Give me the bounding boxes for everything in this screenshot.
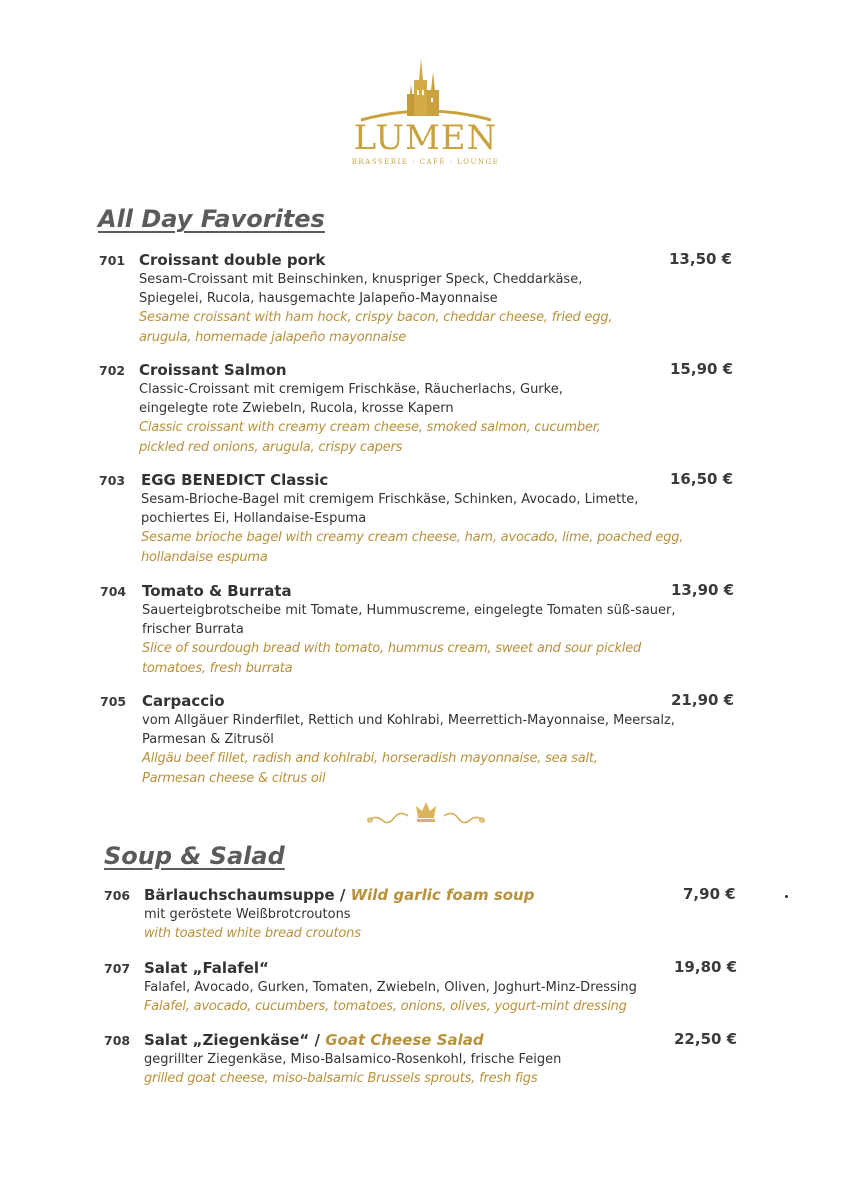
item-price: 13,90 € — [671, 581, 735, 599]
item-number: 703 — [99, 473, 126, 488]
item-number: 706 — [104, 888, 131, 903]
item-description-en: Classic croissant with creamy cream cheese, smoked salmon, cucumber, — [139, 420, 601, 435]
item-name: Tomato & Burrata — [142, 582, 292, 600]
item-price: 22,50 € — [674, 1030, 738, 1048]
item-price: 16,50 € — [670, 470, 734, 488]
item-description-en: Allgäu beef fillet, radish and kohlrabi, horseradish mayonnaise, sea salt, — [142, 751, 598, 766]
item-description-de: Sesam-Croissant mit Beinschinken, knuspriger Speck, Cheddarkäse, — [139, 272, 583, 287]
item-price: 15,90 € — [670, 360, 734, 378]
item-description-en: Sesame brioche bagel with creamy cream cheese, ham, avocado, lime, poached egg, — [141, 530, 684, 545]
item-name-en: Goat Cheese Salad — [325, 1031, 484, 1049]
item-name — [144, 958, 744, 978]
section-title-soup-salad: Soup & Salad — [104, 842, 285, 870]
brand-name: LUMEN — [353, 118, 498, 158]
item-name-de: Salat „Ziegenkäse“ / — [144, 1031, 326, 1049]
item-description-de: vom Allgäuer Rinderfilet, Rettich und Kohlrabi, Meerrettich-Mayonnaise, Meersalz, — [142, 713, 675, 728]
scan-dot — [785, 895, 788, 898]
item-description-de: Classic-Croissant mit cremigem Frischkäse, Räucherlachs, Gurke, — [139, 382, 563, 397]
item-number: 701 — [99, 253, 126, 268]
item-name: Croissant double pork — [139, 251, 326, 269]
item-number: 707 — [104, 961, 131, 976]
item-description-en: hollandaise espuma — [141, 550, 268, 565]
item-number: 704 — [100, 584, 127, 599]
item-description-de: Spiegelei, Rucola, hausgemachte Jalapeño-Mayonnaise — [139, 291, 498, 306]
item-price: 19,80 € — [674, 958, 738, 976]
crown-ornament-icon — [360, 796, 492, 830]
item-name: Croissant Salmon — [139, 361, 287, 379]
item-price: 21,90 € — [671, 691, 735, 709]
item-name-de: Bärlauchschaumsuppe / — [144, 886, 351, 904]
item-name: EGG BENEDICT Classic — [141, 471, 329, 489]
item-name-en: Wild garlic foam soup — [350, 886, 535, 904]
castle-icon — [351, 50, 501, 124]
item-description-en: Parmesan cheese & citrus oil — [142, 771, 326, 786]
item-description-de: mit geröstete Weißbrotcroutons — [144, 907, 351, 922]
item-price: 13,50 € — [669, 250, 733, 268]
item-name — [144, 885, 734, 905]
item-description-en: tomatoes, fresh burrata — [142, 661, 293, 676]
item-number: 702 — [99, 363, 126, 378]
item-description-de: Sesam-Brioche-Bagel mit cremigem Frischkäse, Schinken, Avocado, Limette, — [141, 492, 639, 507]
restaurant-logo — [0, 50, 851, 166]
item-number: 705 — [100, 694, 127, 709]
item-description-de: pochiertes Ei, Hollandaise-Espuma — [141, 511, 367, 526]
item-description-en: with toasted white bread croutons — [144, 926, 361, 941]
item-description-de: eingelegte rote Zwiebeln, Rucola, krosse Kapern — [139, 401, 454, 416]
section-title-all-day-favorites: All Day Favorites — [98, 205, 325, 233]
item-description-de: frischer Burrata — [142, 622, 244, 637]
item-name — [144, 1030, 734, 1050]
item-description-en: arugula, homemade jalapeño mayonnaise — [139, 330, 407, 345]
item-description-en: Sesame croissant with ham hock, crispy bacon, cheddar cheese, fried egg, — [139, 310, 613, 325]
item-description-en: Slice of sourdough bread with tomato, hummus cream, sweet and sour pickled — [142, 641, 642, 656]
item-price: 7,90 € — [683, 885, 736, 903]
item-description-de: Sauerteigbrotscheibe mit Tomate, Hummuscreme, eingelegte Tomaten süß-sauer, — [142, 603, 676, 618]
item-number: 708 — [104, 1033, 131, 1048]
item-description-de: Parmesan & Zitrusöl — [142, 732, 274, 747]
item-description-en: grilled goat cheese, miso-balsamic Brussels sprouts, fresh figs — [144, 1071, 538, 1086]
item-name-de: Salat „Falafel“ — [144, 959, 269, 977]
brand-tagline: BRASSERIE · CAFÉ · LOUNGE — [351, 158, 500, 166]
item-description-en: pickled red onions, arugula, crispy capers — [139, 440, 403, 455]
item-description-de: gegrillter Ziegenkäse, Miso-Balsamico-Rosenkohl, frische Feigen — [144, 1052, 562, 1067]
item-description-de: Falafel, Avocado, Gurken, Tomaten, Zwiebeln, Oliven, Joghurt-Minz-Dressing — [144, 980, 637, 995]
item-description-en: Falafel, avocado, cucumbers, tomatoes, onions, olives, yogurt-mint dressing — [144, 999, 627, 1014]
item-name: Carpaccio — [142, 692, 225, 710]
